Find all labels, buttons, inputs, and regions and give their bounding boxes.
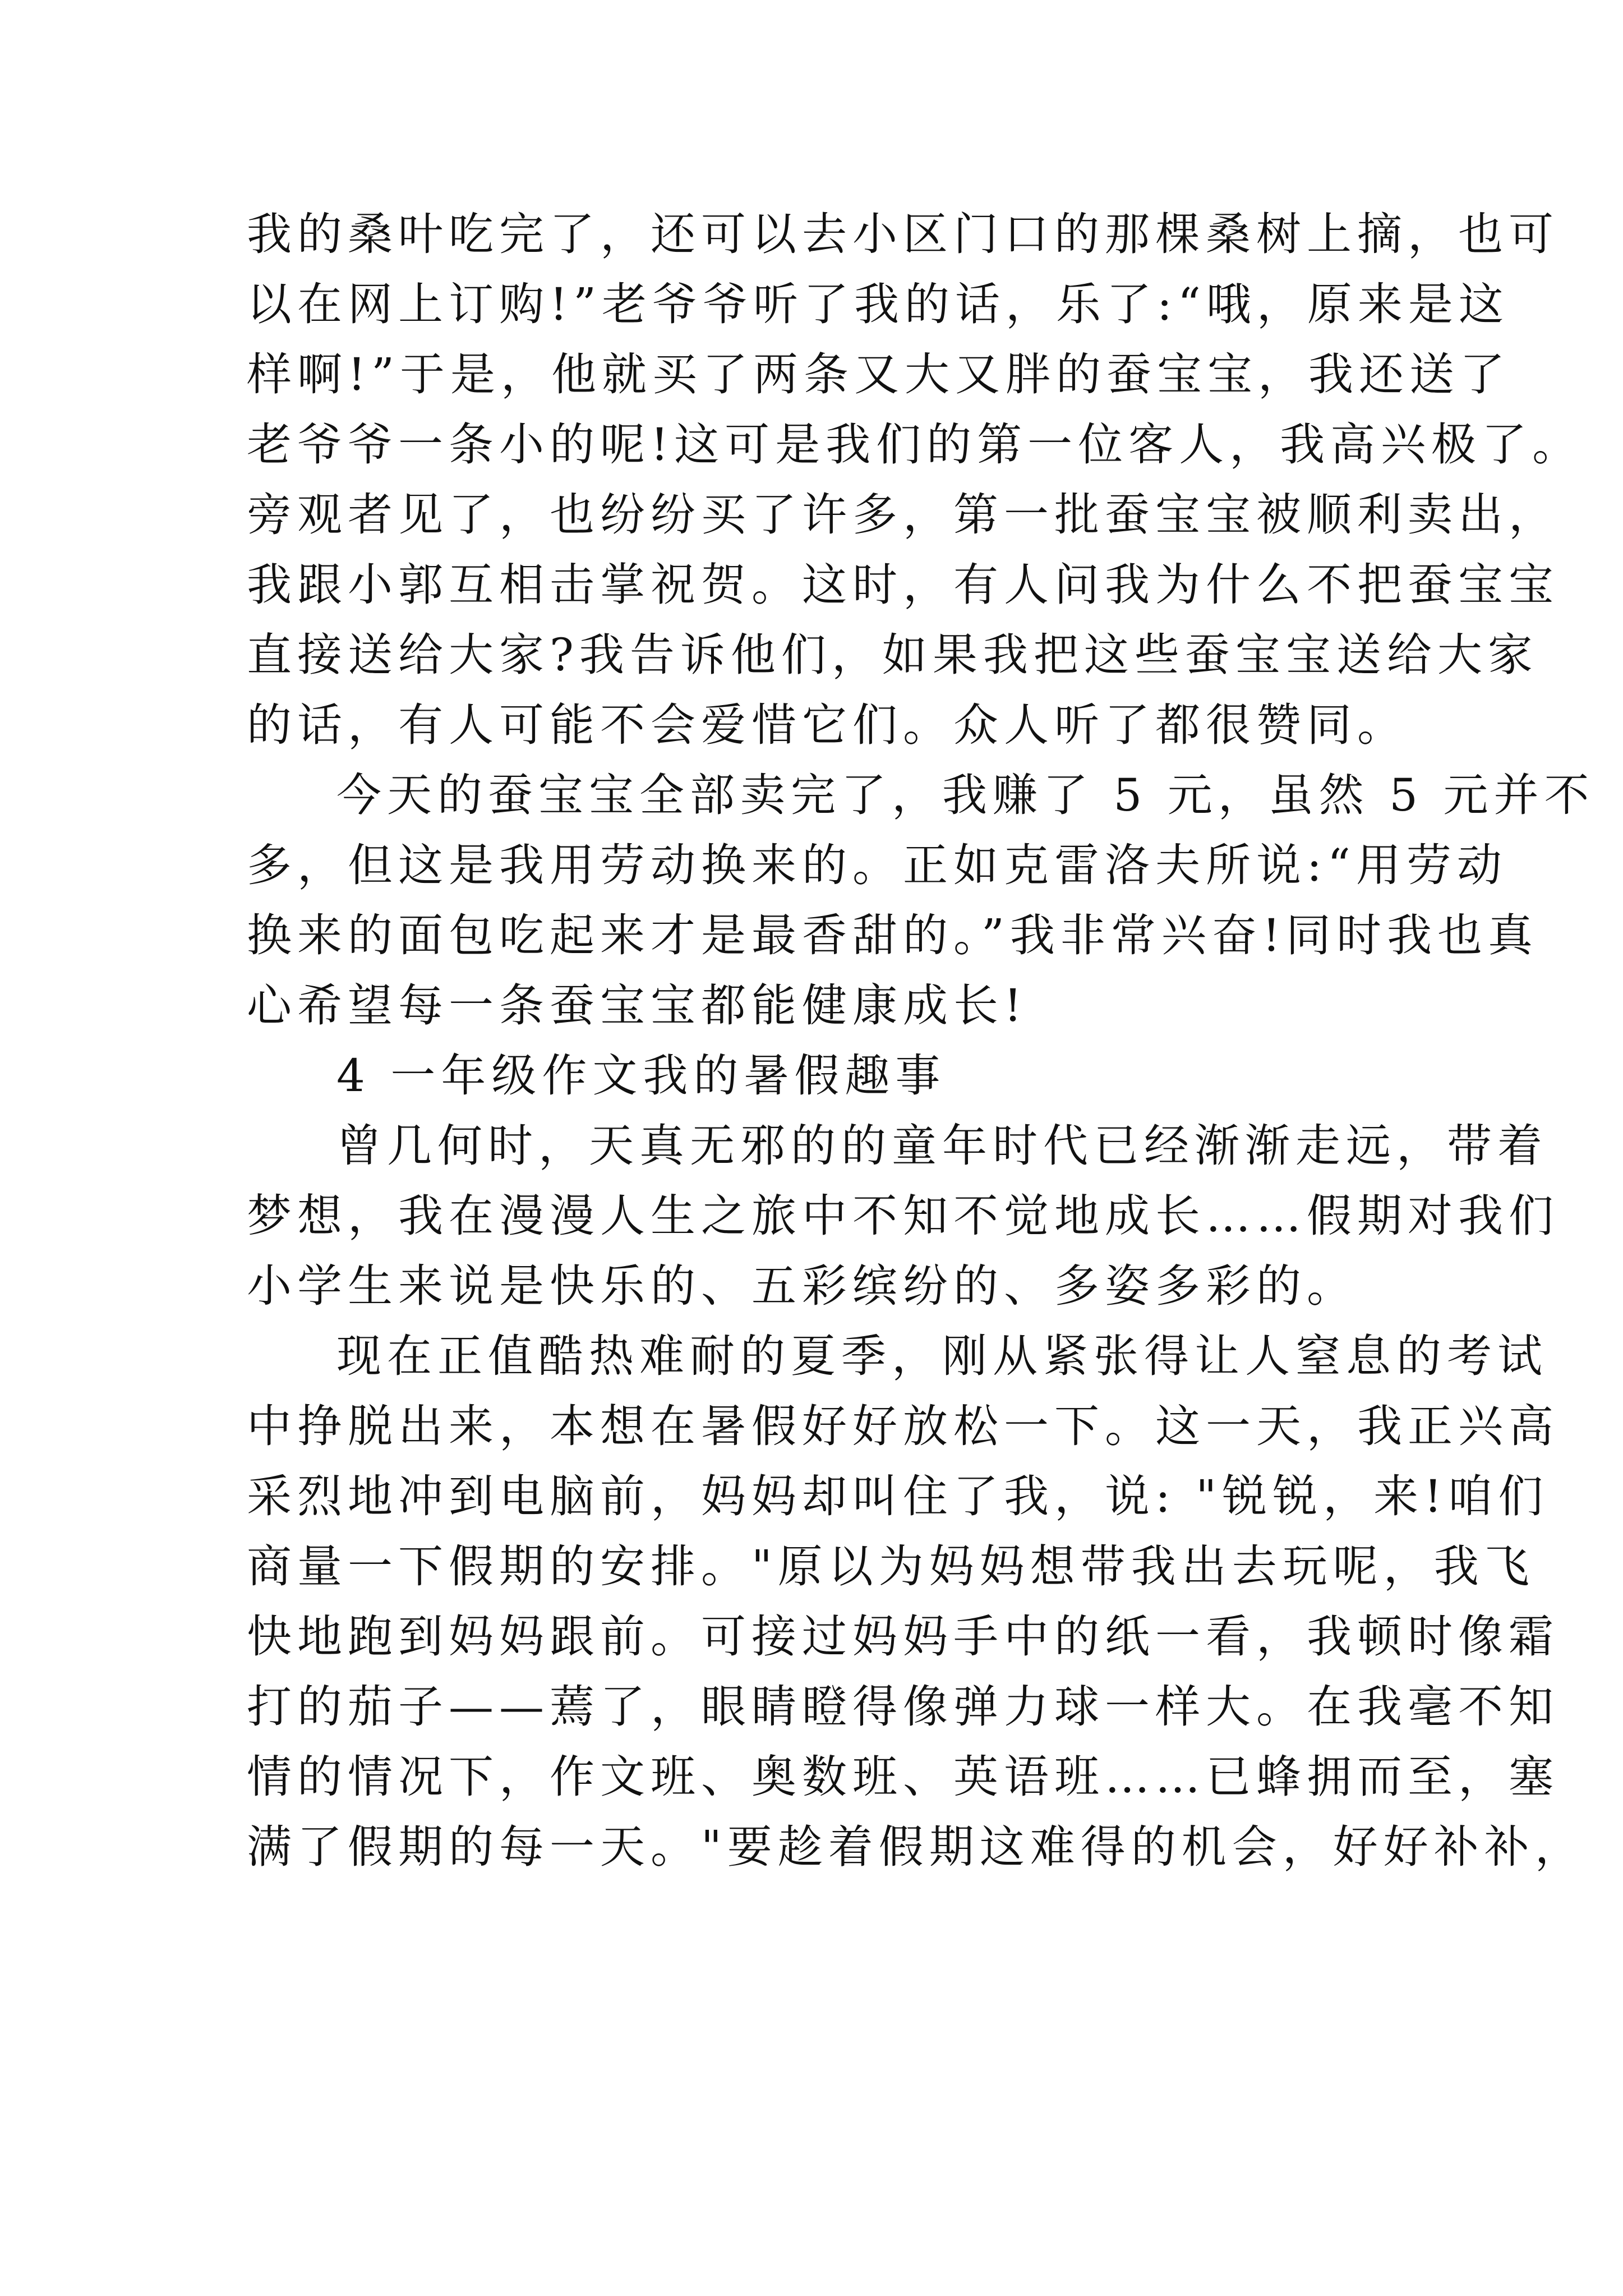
text-line: 中挣脱出来，本想在暑假好好放松一下。这一天，我正兴高 [247, 1400, 1559, 1452]
text-line: 心希望每一条蚕宝宝都能健康成长! [247, 979, 1028, 1032]
text-line: 老爷爷一条小的呢!这可是我们的第一位客人，我高兴极了。 [247, 418, 1583, 471]
body-text [247, 199, 1595, 1882]
text-line: 商量一下假期的安排。"原以为妈妈想带我出去玩呢，我飞 [247, 1540, 1535, 1593]
text-line: 的话，有人可能不会爱惜它们。众人听了都很赞同。 [247, 699, 1408, 751]
paragraph-start-line: 曾几何时，天真无邪的的童年时代已经渐渐走远，带着 [336, 1120, 1548, 1172]
text-line: 旁观者见了，也纷纷买了许多，第一批蚕宝宝被顺利卖出， [247, 489, 1559, 541]
text-line: 采烈地冲到电脑前，妈妈却叫住了我，说: "锐锐，来!咱们 [247, 1470, 1549, 1522]
text-line: 情的情况下，作文班、奥数班、英语班……已蜂拥而至，塞 [247, 1751, 1559, 1803]
section-heading: 4 一年级作文我的暑假趣事 [336, 1050, 946, 1102]
paragraph-start-line: 今天的蚕宝宝全部卖完了，我赚了 5 元，虽然 5 元并不 [336, 769, 1595, 821]
text-line: 样啊!”于是，他就买了两条又大又胖的蚕宝宝，我还送了 [247, 348, 1511, 401]
text-line: 打的茄子——蔫了，眼睛瞪得像弹力球一样大。在我毫不知 [247, 1681, 1559, 1733]
text-line: 小学生来说是快乐的、五彩缤纷的、多姿多彩的。 [247, 1260, 1357, 1312]
text-line: 以在网上订购!”老爷爷听了我的话，乐了:“哦，原来是这 [247, 278, 1509, 330]
text-line: 满了假期的每一天。"要趁着假期这难得的机会，好好补补， [247, 1821, 1585, 1873]
text-line: 换来的面包吃起来才是最香甜的。”我非常兴奋!同时我也真 [247, 909, 1539, 961]
text-line: 梦想，我在漫漫人生之旅中不知不觉地成长……假期对我们 [247, 1190, 1559, 1242]
text-line: 多，但这是我用劳动换来的。正如克雷洛夫所说:“用劳动 [247, 839, 1507, 891]
paragraph-start-line: 现在正值酷热难耐的夏季，刚从紧张得让人窒息的考试 [336, 1330, 1548, 1382]
text-line: 我的桑叶吃完了，还可以去小区门口的那棵桑树上摘，也可 [247, 208, 1559, 260]
text-line: 快地跑到妈妈跟前。可接过妈妈手中的纸一看，我顿时像霜 [247, 1611, 1559, 1663]
text-line: 我跟小郭互相击掌祝贺。这时，有人问我为什么不把蚕宝宝 [247, 559, 1559, 611]
text-line: 直接送给大家?我告诉他们，如果我把这些蚕宝宝送给大家 [247, 629, 1538, 681]
